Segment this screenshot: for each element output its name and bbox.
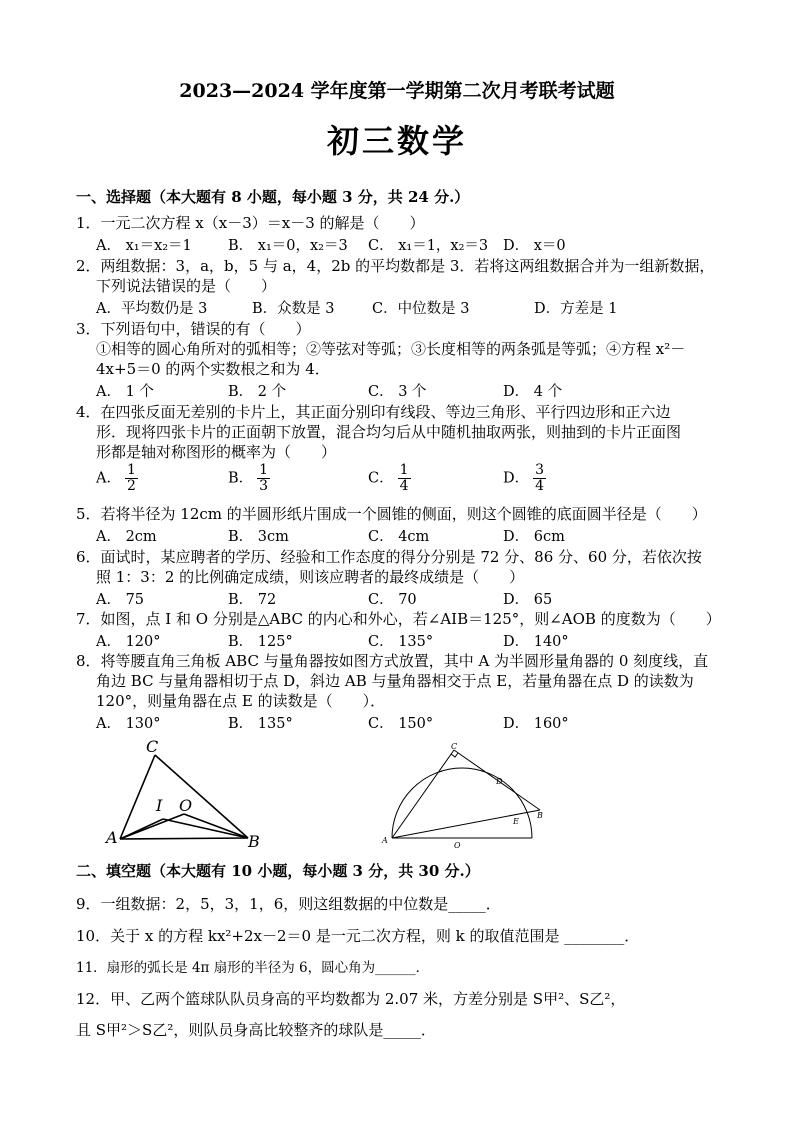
q3-line3: 4x+5＝0 的两个实数根之和为 4．: [96, 360, 330, 378]
q12-line1: 12．甲、乙两个篮球队队员身高的平均数都为 2.07 米，方差分别是 S甲²、S乙²，: [76, 990, 626, 1008]
label-d: D: [496, 777, 503, 786]
protractor-arc: [392, 768, 532, 838]
q2-option-c: C．中位数是 3: [372, 301, 470, 317]
q6-option-b: B． 72: [228, 592, 277, 608]
q6-line1: 6．面试时，某应聘者的学历、经验和工作态度的得分分别是 72 分、86 分、60 分，若依次按: [76, 548, 702, 566]
q4-option-d-denominator: 4: [535, 478, 545, 494]
q4-option-b: [228, 463, 270, 494]
q4-option-a-label: A．: [96, 470, 121, 487]
q1-option-b: B． x₁＝0，x₂＝3: [228, 238, 348, 254]
q7-option-c: C． 135°: [368, 634, 434, 650]
q4-line2: 形．现将四张卡片的正面朝下放置，混合均匀后从中随机抽取两张，则抽到的卡片正面图: [96, 423, 682, 441]
q4-option-d: [503, 463, 546, 494]
label-o: O: [179, 796, 193, 815]
q6-option-d: D． 65: [503, 592, 553, 608]
q8-line1: 8．将等腰直角三角板 ABC 与量角器按如图方式放置，其中 A 为半圆形量角器的 0 刻度线，直: [76, 652, 709, 670]
q7-option-d: D． 140°: [503, 634, 569, 650]
q4-option-c: [368, 463, 411, 494]
label-b: B: [248, 832, 260, 851]
q5-option-a: A． 2cm: [96, 529, 157, 545]
q1-option-d: D． x＝0: [503, 238, 566, 254]
q5-option-c: C． 4cm: [368, 529, 430, 545]
q3-option-d: D． 4 个: [503, 384, 563, 400]
q8-option-b: B． 135°: [228, 716, 293, 732]
q6-option-a: A． 75: [96, 592, 145, 608]
q4-option-a-numerator: 1: [126, 462, 136, 478]
q5-option-d: D． 6cm: [503, 529, 565, 545]
section-heading-choice: 一、选择题（本大题有 8 小题，每小题 3 分，共 24 分.）: [76, 188, 470, 206]
q4-option-d-numerator: 3: [535, 462, 545, 478]
label-c: C: [451, 742, 458, 751]
q1-stem: 1．一元二次方程 x（x－3）＝x－3 的解是（ ）: [76, 214, 425, 232]
q4-option-b-numerator: 1: [259, 462, 269, 478]
q4-option-c-denominator: 4: [399, 478, 409, 494]
q4-option-b-denominator: 3: [259, 478, 269, 494]
q11-stem: 11．扇形的弧长是 4π 扇形的半径为 6，圆心角为______．: [76, 960, 430, 976]
side-ac: [120, 755, 155, 839]
figure-protractor: [380, 740, 555, 852]
side-ab: [120, 838, 248, 839]
q2-option-b: B．众数是 3: [252, 301, 335, 317]
q6-option-c: C． 70: [368, 592, 417, 608]
q3-option-a: A． 1 个: [96, 384, 154, 400]
section-heading-fill: 二、填空题（本大题有 10 小题，每小题 3 分，共 30 分.）: [76, 862, 480, 880]
q2-line2: 下列说法错误的是（ ）: [96, 277, 277, 295]
side-cb: [155, 755, 248, 838]
q5-stem: 5．若将半径为 12cm 的半圆形纸片围成一个圆锥的侧面，则这个圆锥的底面圆半径是（ ）: [76, 505, 707, 523]
q7-option-a: A． 120°: [96, 634, 161, 650]
q4-option-c-numerator: 1: [399, 462, 409, 478]
side-ac: [392, 750, 454, 838]
q3-line1: 3．下列语句中，错误的有（ ）: [76, 320, 311, 338]
q4-line1: 4．在四张反面无差别的卡片上，其正面分别印有线段、等边三角形、平行四边形和正六边: [76, 403, 671, 421]
q1-option-a: A． x₁＝x₂＝1: [96, 238, 192, 254]
q3-line2: ①相等的圆心角所对的弧相等；②等弦对等弧；③长度相等的两条弧是等弧；④方程 x²－: [96, 340, 686, 358]
q9-stem: 9．一组数据：2，5，3，1，6，则这组数据的中位数是_____．: [76, 895, 501, 913]
q10-stem: 10．关于 x 的方程 kx²+2x－2＝0 是一元二次方程，则 k 的取值范围是 ________．: [76, 927, 640, 945]
q2-option-d: D．方差是 1: [534, 301, 618, 317]
q8-option-a: A． 130°: [96, 716, 161, 732]
q8-option-d: D． 160°: [503, 716, 569, 732]
q8-line2: 角边 BC 与量角器相切于点 D，斜边 AB 与量角器相交于点 E，若量角器在点 D 的读数为: [96, 672, 694, 690]
q2-option-a: A．平均数仍是 3: [96, 301, 208, 317]
label-a: A: [106, 828, 118, 847]
label-b: B: [537, 811, 543, 820]
q2-line1: 2．两组数据：3，a，b，5 与 a，4，2b 的平均数都是 3．若将这两组数据合并为一组新数据，: [76, 257, 715, 275]
label-o: O: [454, 841, 461, 850]
q8-option-c: C． 150°: [368, 716, 434, 732]
label-a: A: [382, 836, 388, 845]
q4-option-c-label: C．: [368, 470, 394, 487]
q4-option-d-label: D．: [503, 470, 530, 487]
label-c: C: [146, 737, 159, 756]
q1-option-c: C． x₁＝1，x₂＝3: [368, 238, 489, 254]
q7-stem: 7．如图，点 I 和 O 分别是△ABC 的内心和外心，若∠AIB＝125°，则∠AOB 的度数为（ ）: [76, 610, 721, 628]
q4-option-a: [96, 463, 138, 494]
q3-option-c: C． 3 个: [368, 384, 427, 400]
q4-option-b-label: B．: [228, 470, 254, 487]
q7-option-b: B． 125°: [228, 634, 293, 650]
q4-line3: 形都是轴对称图形的概率为（ ）: [96, 443, 337, 461]
q5-option-b: B． 3cm: [228, 529, 289, 545]
q4-option-a-denominator: 2: [126, 478, 136, 494]
q8-line3: 120°，则量角器在点 E 的读数是（ ）．: [96, 692, 386, 710]
q12-line2: 且 S甲²＞S乙²，则队员身高比较整齐的球队是_____．: [76, 1021, 436, 1039]
exam-title: 2023—2024 学年度第一学期第二次月考联考试题: [179, 80, 615, 102]
q3-option-b: B． 2 个: [228, 384, 287, 400]
subject-title: 初三数学: [326, 122, 467, 160]
figure-triangle-abc: [100, 735, 280, 855]
q6-line2: 照 1：3：2 的比例确定成绩，则该应聘者的最终成绩是（ ）: [96, 568, 525, 586]
label-e: E: [513, 817, 519, 826]
label-i: I: [156, 796, 163, 815]
